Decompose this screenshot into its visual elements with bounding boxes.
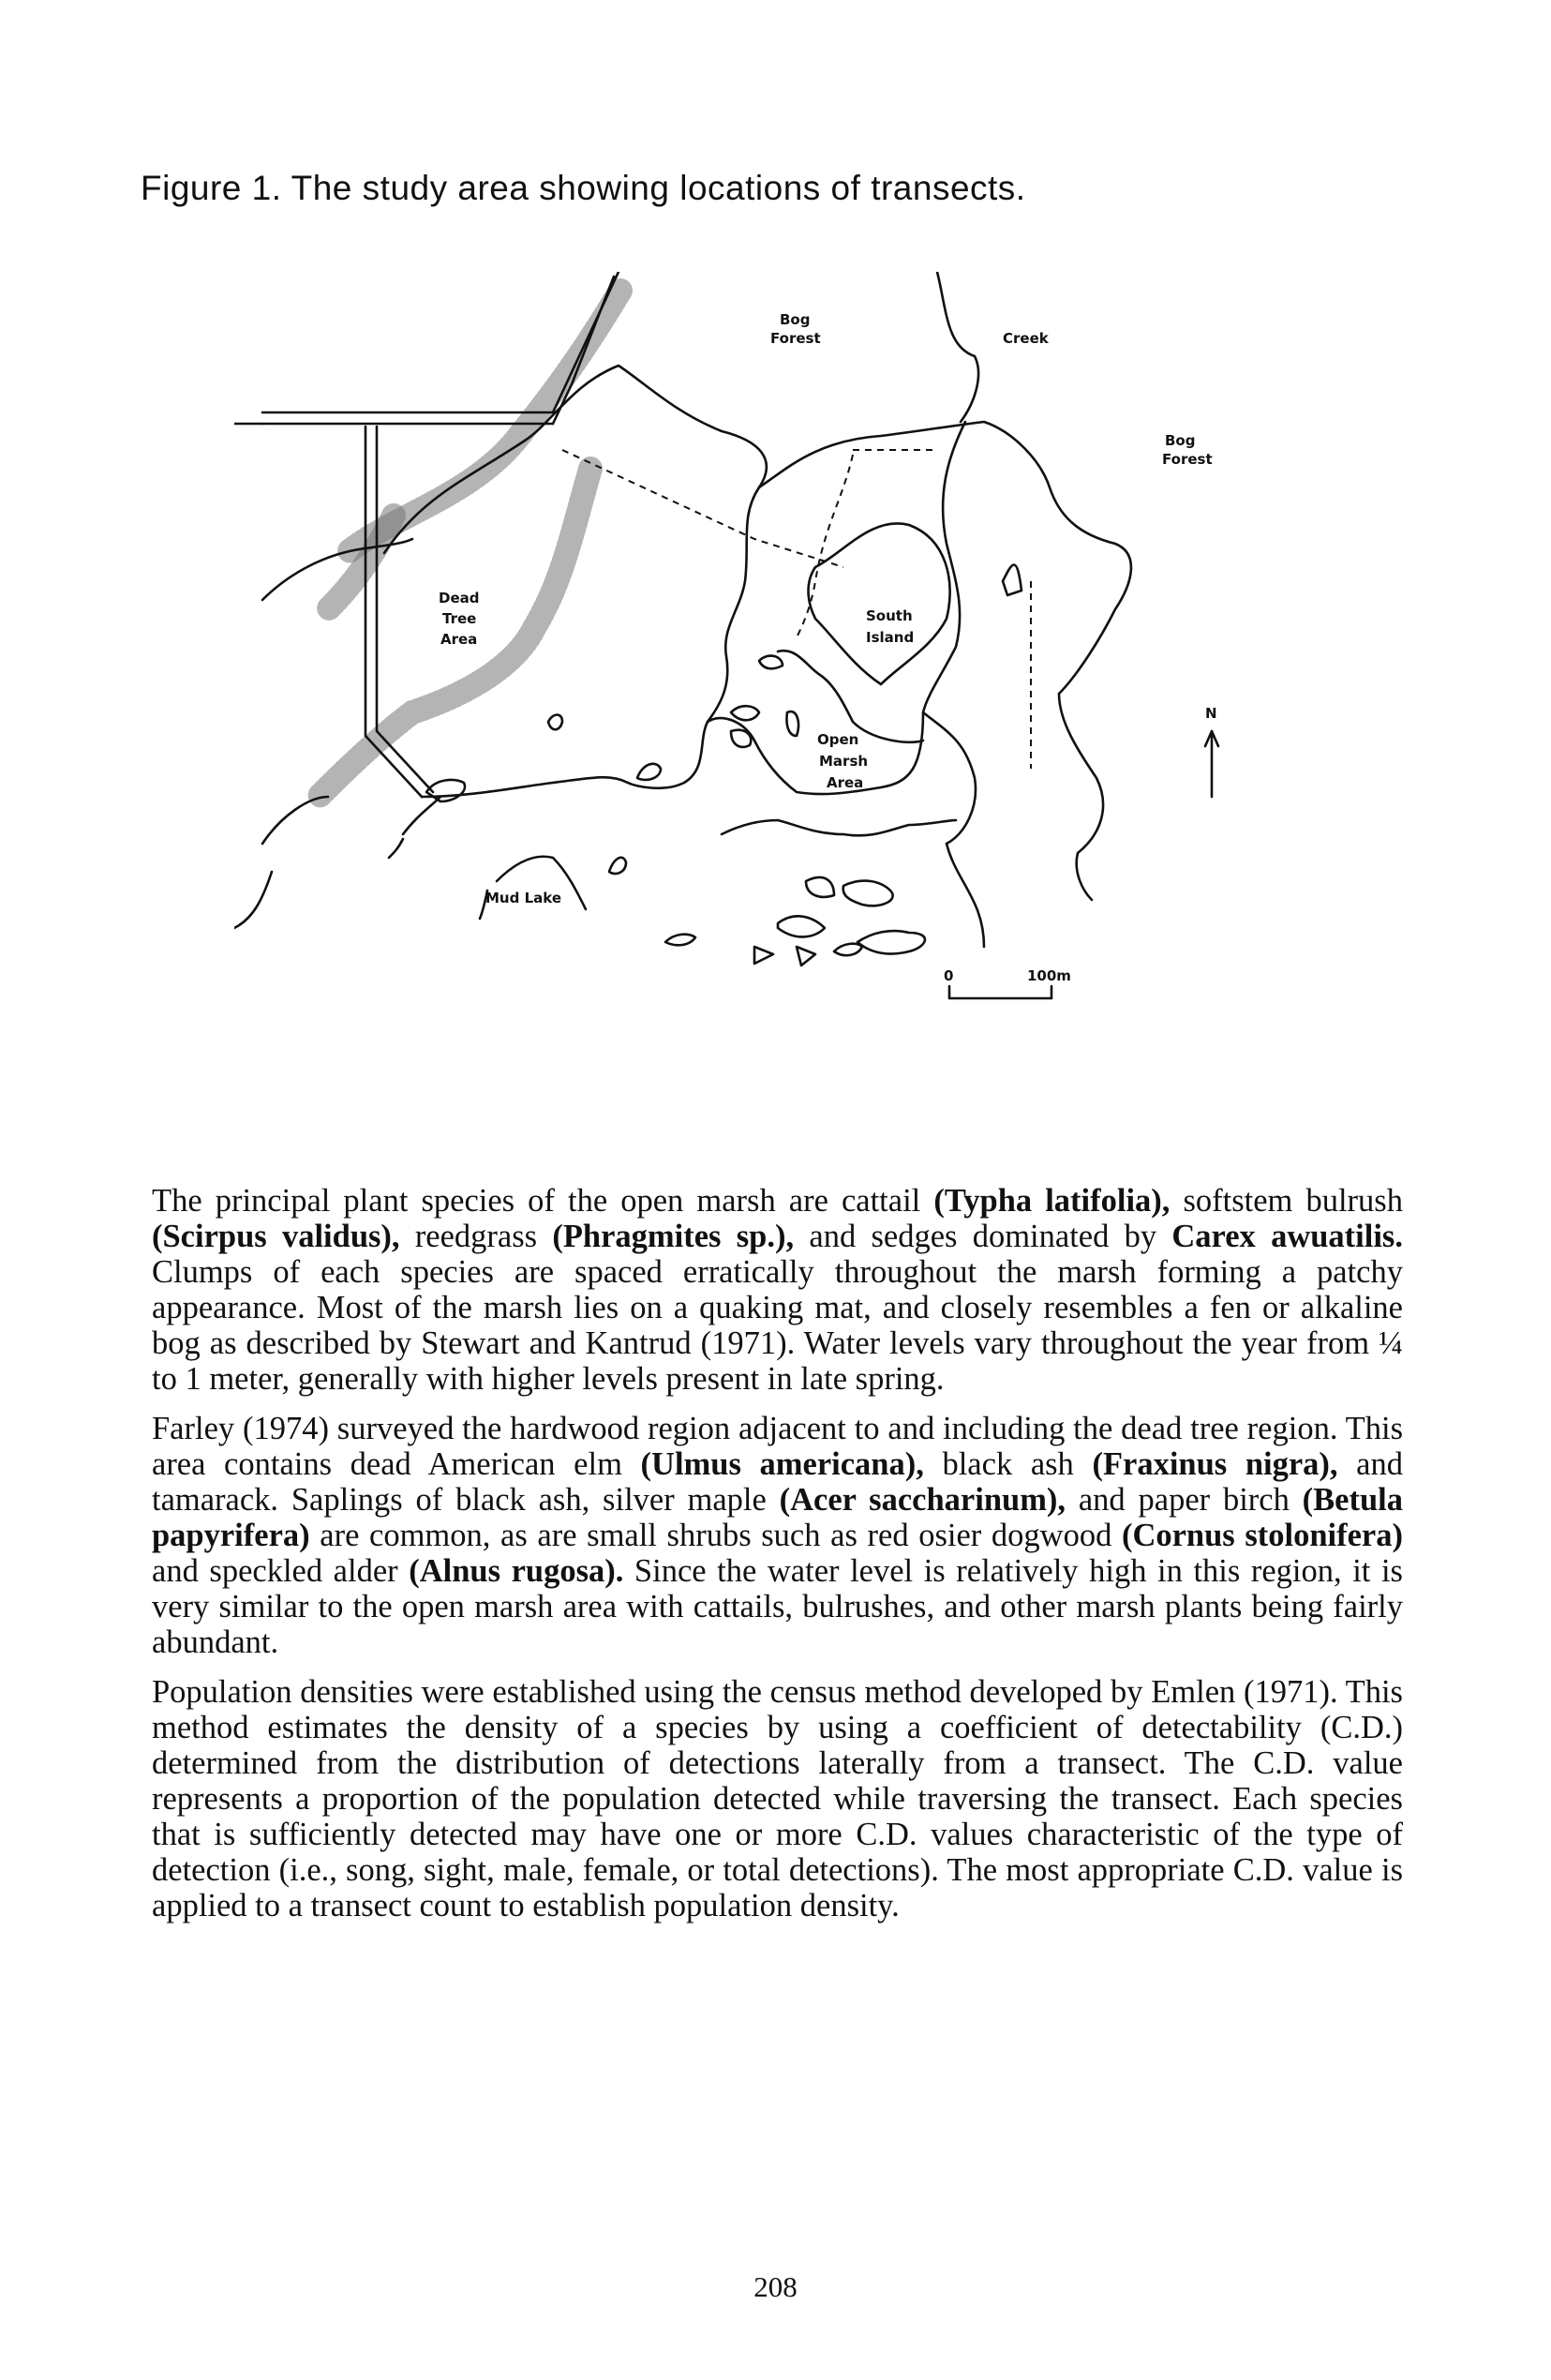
label-bog-forest-right-1: Bog [1165, 432, 1196, 449]
text-run: and paper birch [1066, 1482, 1303, 1518]
paragraph-hardwood-region [152, 1411, 1403, 1660]
creek-line [937, 272, 978, 422]
label-bog-forest-top-1: Bog [780, 311, 811, 328]
text-run: softstem bulrush [1170, 1183, 1403, 1219]
label-scale-end: 100m [1027, 967, 1071, 984]
label-dead-tree-3: Area [440, 631, 478, 648]
marsh-inner-bay [778, 651, 923, 742]
marsh-islet-2 [731, 730, 751, 747]
lake-islet-2 [637, 764, 661, 780]
text-run: reedgrass [399, 1219, 553, 1254]
species-name: (Ulmus americana), [640, 1446, 924, 1482]
species-name: (Phragmites sp.), [552, 1219, 795, 1254]
label-dead-tree-1: Dead [439, 590, 480, 606]
label-north: N [1205, 705, 1217, 722]
mud-lake-bay [389, 797, 440, 858]
text-run: and sedges dominated by [794, 1219, 1172, 1254]
species-name: (Alnus rugosa). [409, 1553, 624, 1589]
lake-islet-11 [843, 881, 893, 906]
lake-islet-8 [858, 931, 925, 953]
species-name: (Typha latifolia), [933, 1183, 1171, 1219]
figure-caption: Figure 1. The study area showing locations of transects. [141, 169, 1026, 207]
text-run: Since the water level is relatively high in this region, it is very similar to the open marsh area with cattails, bulrushes, and other marsh plants being fairly abundant. [152, 1553, 1403, 1660]
lake-islet-5 [754, 947, 773, 964]
study-area-map [234, 272, 1265, 1050]
text-run: and speckled alder [152, 1553, 410, 1589]
marsh-islet-1 [731, 706, 759, 720]
label-open-marsh-1: Open [817, 731, 859, 748]
open-marsh-south-edge [708, 712, 923, 794]
scale-bar [949, 986, 1051, 998]
label-bog-forest-right-2: Forest [1162, 451, 1213, 468]
label-mud-lake: Mud Lake [485, 890, 561, 906]
paragraph-population-densities [152, 1674, 1403, 1923]
text-run: Clumps of each species are spaced erratically throughout the marsh forming a patchy appearance. Most of the marsh lies on a quaking mat, and closely resembles a fen or alkaline bog as described by Stewart and Kantrud (1971). Water levels vary throughout the year from ¼ to 1 meter, generally with higher levels present in late spring. [152, 1254, 1403, 1397]
lake-islet-3 [609, 858, 626, 874]
mud-lake-south-point [480, 857, 586, 919]
marsh-east-edge [923, 422, 976, 844]
lake-islet-7 [834, 944, 862, 955]
text-run: are common, as are small shrubs such as red osier dogwood [309, 1518, 1122, 1553]
text-run: black ash [923, 1446, 1093, 1482]
lake-islet-10 [806, 877, 834, 897]
study-area-map-drawing [234, 272, 1265, 1050]
marsh-islet-5 [548, 715, 562, 730]
text-run: and tamarack. Saplings of black ash, silver maple [152, 1446, 1403, 1518]
lake-islet-9 [778, 916, 825, 936]
label-bog-forest-top-2: Forest [770, 330, 821, 347]
species-name: (Fraxinus nigra), [1092, 1446, 1338, 1482]
lake-islet-6 [797, 947, 815, 965]
label-open-marsh-2: Marsh [819, 753, 869, 770]
species-name: Carex awuatilis. [1171, 1219, 1403, 1254]
label-open-marsh-3: Area [827, 774, 864, 791]
mud-lake-south-shore [722, 820, 956, 835]
page-number: 208 [753, 2270, 798, 2303]
transect-dashed-1 [562, 450, 843, 567]
lake-islet-4 [665, 935, 695, 946]
paragraph-plant-species [152, 1183, 1403, 1397]
label-dead-tree-2: Tree [442, 610, 477, 627]
marsh-islet-6 [1003, 565, 1022, 596]
south-island [809, 523, 950, 684]
text-run: Population densities were established using the census method developed by Emlen (1971). This method estimates the density of a species by using a coefficient of detectability (C.D.) determined from the distribution of detections laterally from a transect. The C.D. value represents a proportion of the population detected while traversing the transect. Each species that is sufficiently detected may have one or more C.D. values characteristic of the type of detection (i.e., song, sight, male, female, or total detections). The most appropriate C.D. value is applied to a transect count to establish population density. [152, 1674, 1403, 1923]
text-run: Farley (1974) surveyed the hardwood region adjacent to and including the dead tree region. This area contains dead American elm [152, 1411, 1403, 1482]
label-south-island-2: Island [866, 629, 915, 646]
species-name: (Acer saccharinum), [779, 1482, 1066, 1518]
label-scale-start: 0 [944, 967, 954, 984]
marsh-islet-4 [759, 656, 783, 669]
body-text [152, 1183, 1403, 1938]
marsh-islet-3 [786, 711, 798, 736]
marsh-east-bog [1059, 694, 1103, 900]
species-name: (Cornus stolonifera) [1121, 1518, 1403, 1553]
species-name: (Betula papyrifera) [152, 1482, 1403, 1553]
text-run: The principal plant species of the open marsh are cattail [152, 1183, 934, 1219]
label-creek: Creek [1003, 330, 1049, 347]
mud-lake-west-shore [234, 797, 328, 928]
marsh-north-edge [759, 422, 1131, 694]
marsh-se-edge [947, 844, 984, 947]
species-name: (Scirpus validus), [152, 1219, 400, 1254]
label-south-island-1: South [866, 607, 913, 624]
